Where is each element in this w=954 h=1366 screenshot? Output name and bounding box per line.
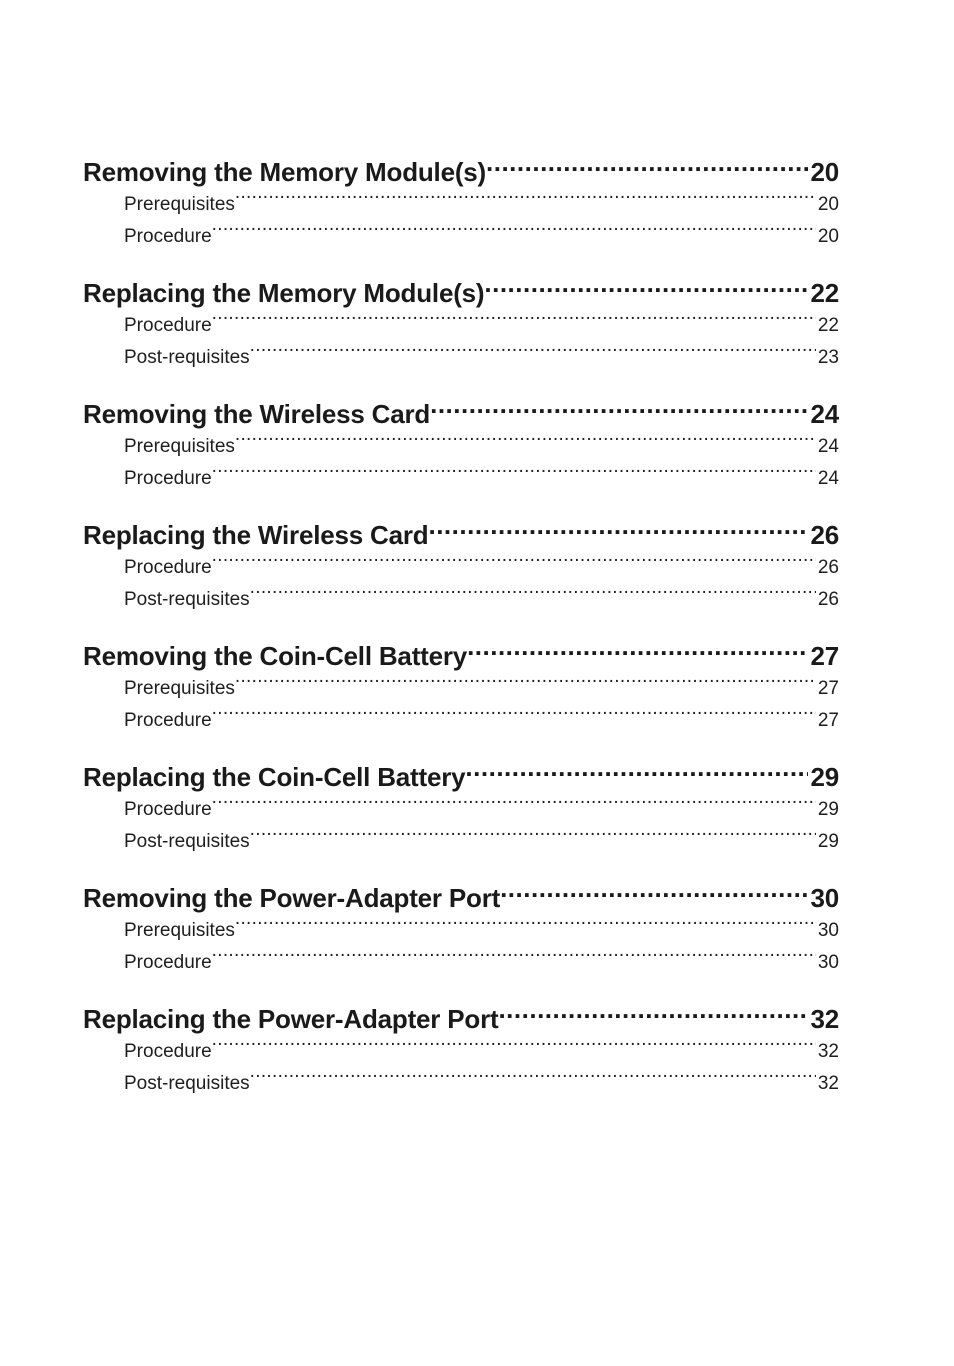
dot-leader (212, 707, 816, 726)
toc-sub-page: 24 (817, 436, 839, 457)
toc-heading-page: 24 (810, 399, 839, 429)
toc-sub-page: 27 (817, 678, 839, 699)
toc-sub-label: Procedure (124, 1041, 212, 1062)
toc-sub-label: Post-requisites (124, 347, 250, 368)
toc-heading-entry[interactable] (83, 760, 839, 794)
toc-sub-label: Procedure (124, 557, 212, 578)
toc-section (83, 639, 839, 737)
toc-sub-entry[interactable] (83, 1068, 839, 1100)
toc-heading-title: Replacing the Coin-Cell Battery (83, 762, 466, 792)
toc-sub-entry[interactable] (83, 794, 839, 826)
toc-sub-entry[interactable] (83, 947, 839, 979)
dot-leader (212, 796, 816, 815)
toc-sub-entry[interactable] (83, 705, 839, 737)
toc-sub-entry[interactable] (83, 463, 839, 495)
toc-heading-page: 32 (810, 1004, 839, 1034)
toc-heading-title: Removing the Power-Adapter Port (83, 883, 501, 913)
dot-leader (235, 433, 816, 452)
toc-sub-page: 24 (817, 468, 839, 489)
toc-heading-page: 27 (810, 641, 839, 671)
toc-heading-entry[interactable] (83, 518, 839, 552)
toc-heading-title: Replacing the Memory Module(s) (83, 278, 485, 308)
toc-sub-label: Post-requisites (124, 589, 250, 610)
toc-sub-page: 20 (817, 226, 839, 247)
toc-sub-entry[interactable] (83, 673, 839, 705)
toc-section (83, 760, 839, 858)
toc-sub-label: Post-requisites (124, 1073, 250, 1094)
toc-heading-entry[interactable] (83, 397, 839, 431)
toc-sub-entry[interactable] (83, 431, 839, 463)
toc-sub-entry[interactable] (83, 826, 839, 858)
toc-heading-title: Removing the Memory Module(s) (83, 157, 487, 187)
toc-heading-entry[interactable] (83, 639, 839, 673)
toc-sub-page: 30 (817, 920, 839, 941)
toc-heading-title: Removing the Wireless Card (83, 399, 431, 429)
dot-leader (212, 223, 816, 242)
toc-sub-page: 30 (817, 952, 839, 973)
dot-leader (467, 639, 808, 665)
toc-sub-entry[interactable] (83, 584, 839, 616)
toc-sub-page: 32 (817, 1041, 839, 1062)
dot-leader (465, 760, 808, 786)
toc-sub-entry[interactable] (83, 915, 839, 947)
toc-sub-label: Prerequisites (124, 194, 235, 215)
toc-section (83, 155, 839, 253)
toc-sub-label: Prerequisites (124, 436, 235, 457)
toc-heading-entry[interactable] (83, 155, 839, 189)
toc-sub-page: 26 (817, 589, 839, 610)
toc-sub-entry[interactable] (83, 221, 839, 253)
dot-leader (250, 828, 816, 847)
toc-heading-title: Replacing the Power-Adapter Port (83, 1004, 499, 1034)
dot-leader (212, 949, 816, 968)
toc-heading-title: Replacing the Wireless Card (83, 520, 429, 550)
toc-heading-page: 30 (810, 883, 839, 913)
toc-heading-entry[interactable] (83, 1002, 839, 1036)
toc-sub-entry[interactable] (83, 342, 839, 374)
toc-heading-page: 26 (810, 520, 839, 550)
toc-sub-label: Procedure (124, 710, 212, 731)
toc-sub-entry[interactable] (83, 310, 839, 342)
toc-sub-page: 26 (817, 557, 839, 578)
toc-heading-page: 22 (810, 278, 839, 308)
table-of-contents (83, 155, 839, 1123)
toc-heading-entry[interactable] (83, 881, 839, 915)
dot-leader (212, 1038, 816, 1057)
toc-sub-entry[interactable] (83, 552, 839, 584)
dot-leader (250, 586, 816, 605)
toc-sub-page: 32 (817, 1073, 839, 1094)
dot-leader (212, 554, 816, 573)
dot-leader (430, 397, 808, 423)
toc-sub-label: Procedure (124, 952, 212, 973)
toc-sub-page: 29 (817, 831, 839, 852)
toc-section (83, 276, 839, 374)
toc-heading-page: 29 (810, 762, 839, 792)
toc-heading-page: 20 (810, 157, 839, 187)
toc-sub-page: 20 (817, 194, 839, 215)
dot-leader (498, 1002, 808, 1028)
dot-leader (500, 881, 808, 907)
toc-sub-label: Procedure (124, 799, 212, 820)
toc-sub-label: Procedure (124, 315, 212, 336)
toc-section (83, 881, 839, 979)
toc-heading-title: Removing the Coin-Cell Battery (83, 641, 468, 671)
toc-sub-page: 23 (817, 347, 839, 368)
toc-section (83, 397, 839, 495)
toc-sub-label: Procedure (124, 226, 212, 247)
toc-sub-entry[interactable] (83, 189, 839, 221)
dot-leader (484, 276, 808, 302)
toc-sub-page: 27 (817, 710, 839, 731)
toc-heading-entry[interactable] (83, 276, 839, 310)
toc-sub-page: 29 (817, 799, 839, 820)
dot-leader (235, 191, 816, 210)
toc-sub-label: Post-requisites (124, 831, 250, 852)
toc-sub-label: Prerequisites (124, 920, 235, 941)
toc-sub-label: Prerequisites (124, 678, 235, 699)
dot-leader (428, 518, 808, 544)
dot-leader (250, 344, 816, 363)
dot-leader (212, 312, 816, 331)
toc-section (83, 518, 839, 616)
dot-leader (486, 155, 808, 181)
dot-leader (212, 465, 816, 484)
dot-leader (235, 917, 816, 936)
toc-sub-label: Procedure (124, 468, 212, 489)
dot-leader (250, 1070, 816, 1089)
toc-section (83, 1002, 839, 1100)
toc-sub-page: 22 (817, 315, 839, 336)
dot-leader (235, 675, 816, 694)
toc-sub-entry[interactable] (83, 1036, 839, 1068)
